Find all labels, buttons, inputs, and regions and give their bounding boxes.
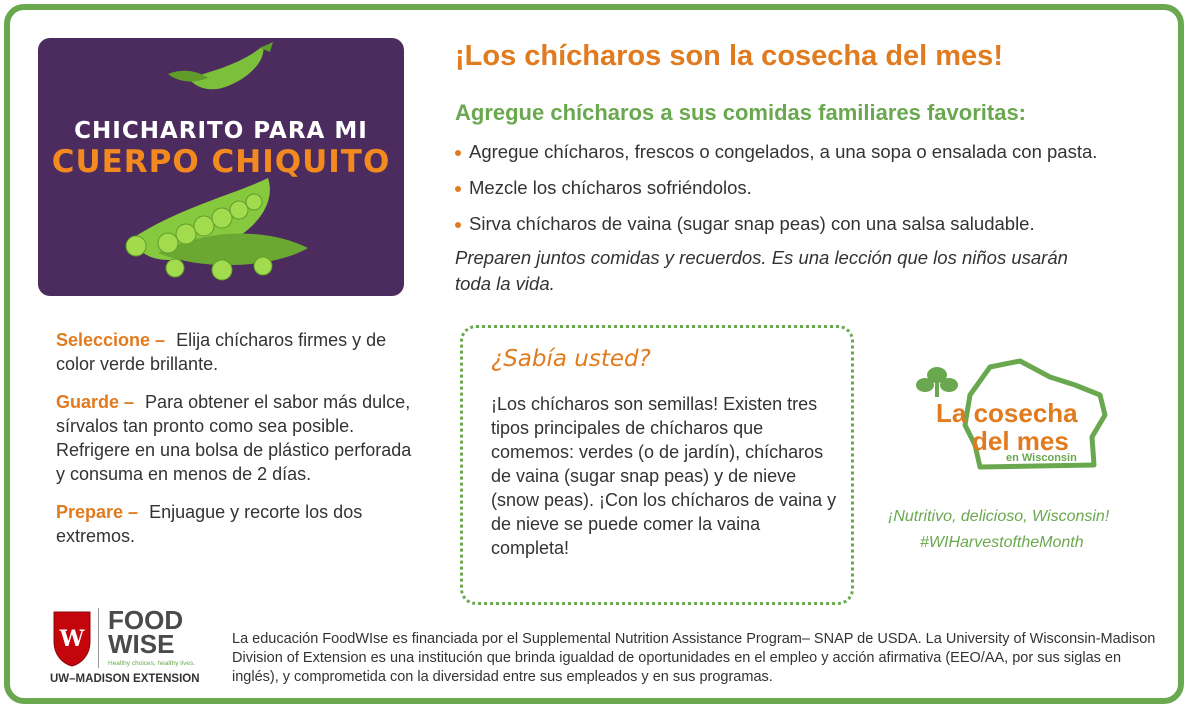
slogan-hashtag: #WIHarvestoftheMonth — [920, 534, 1084, 551]
tip-store-text: Para obtener el sabor más dulce, sírvalos tan pronto como sea posible. Refrigere en una bolsa de plástico perforada y consuma en menos de 2 días. — [56, 392, 412, 484]
foodwise-tagline: Healthy choices, healthy lives. — [108, 660, 196, 667]
list-item: Agregue chícharos, frescos o congelados, a una sopa o ensalada con pasta. — [455, 141, 1175, 163]
branding-divider — [98, 608, 99, 668]
harvest-logo-line1: La cosecha — [936, 398, 1078, 428]
hero-banner — [38, 38, 404, 296]
foodwise-logo-wise: WISE — [108, 629, 175, 659]
section-subheading: Agregue chícharos a sus comidas familiares favoritas: — [455, 100, 1027, 125]
tip-select — [56, 328, 416, 376]
tips-bullet-list — [455, 141, 1175, 249]
list-item: Sirva chícharos de vaina (sugar snap peas) con una salsa saludable. — [455, 213, 1175, 235]
harvest-logo-line3: en Wisconsin — [1006, 452, 1077, 464]
list-item: Mezcle los chícharos sofriéndolos. — [455, 177, 1175, 199]
page-title: ¡Los chícharos son la cosecha del mes! — [455, 40, 1003, 72]
tip-select-text: Elija chícharos firmes y de color verde brillante. — [56, 330, 387, 374]
hero-title-line2: CUERPO CHIQUITO — [51, 144, 391, 180]
foodwise-logo-food: FOOD — [108, 605, 184, 635]
family-note: Preparen juntos comidas y recuerdos. Es una lección que los niños usarán toda la vida. — [455, 247, 1068, 294]
tip-prepare-text: Enjuague y recorte los dos extremos. — [56, 502, 363, 546]
harvest-logo-line2: del mes — [972, 426, 1069, 456]
handling-tips — [56, 328, 416, 562]
uw-crest-icon — [50, 608, 94, 668]
svg-text:W: W — [59, 626, 85, 652]
tip-select-label: Seleccione – — [56, 330, 166, 350]
tip-prepare-label: Prepare – — [56, 502, 139, 522]
did-you-know-box — [460, 325, 854, 605]
uw-extension-label: UW–MADISON EXTENSION — [50, 673, 200, 685]
tip-store — [56, 390, 416, 486]
funding-disclaimer: La educación FoodWIse es financiada por el Supplemental Nutrition Assistance Program– SNAP de USDA. La University of Wisconsin-Madison Division of Extension es una institución que brinda igualdad de oportunidades en el empleo y acción afirmativa (EEO/AA, por sus siglas en inglés), y comprometida con la diversidad entre sus empleados y en sus programas. — [232, 631, 1156, 685]
slogan-line1: ¡Nutritivo, delicioso, Wisconsin! — [888, 508, 1110, 525]
hero-title-line1: CHICHARITO PARA MI — [74, 118, 368, 144]
tip-store-label: Guarde – — [56, 392, 135, 412]
did-you-know-body: ¡Los chícharos son semillas! Existen tres tipos principales de chícharos que comemos: verdes (o de jardín), chícharos de vaina (sugar snap peas) y de nieve (snow peas). ¡Con los chícharos de vaina y de nieve se puede comer la vaina completa! — [491, 394, 837, 558]
did-you-know-title: ¿Sabía usted? — [491, 346, 651, 372]
tip-prepare — [56, 500, 416, 548]
